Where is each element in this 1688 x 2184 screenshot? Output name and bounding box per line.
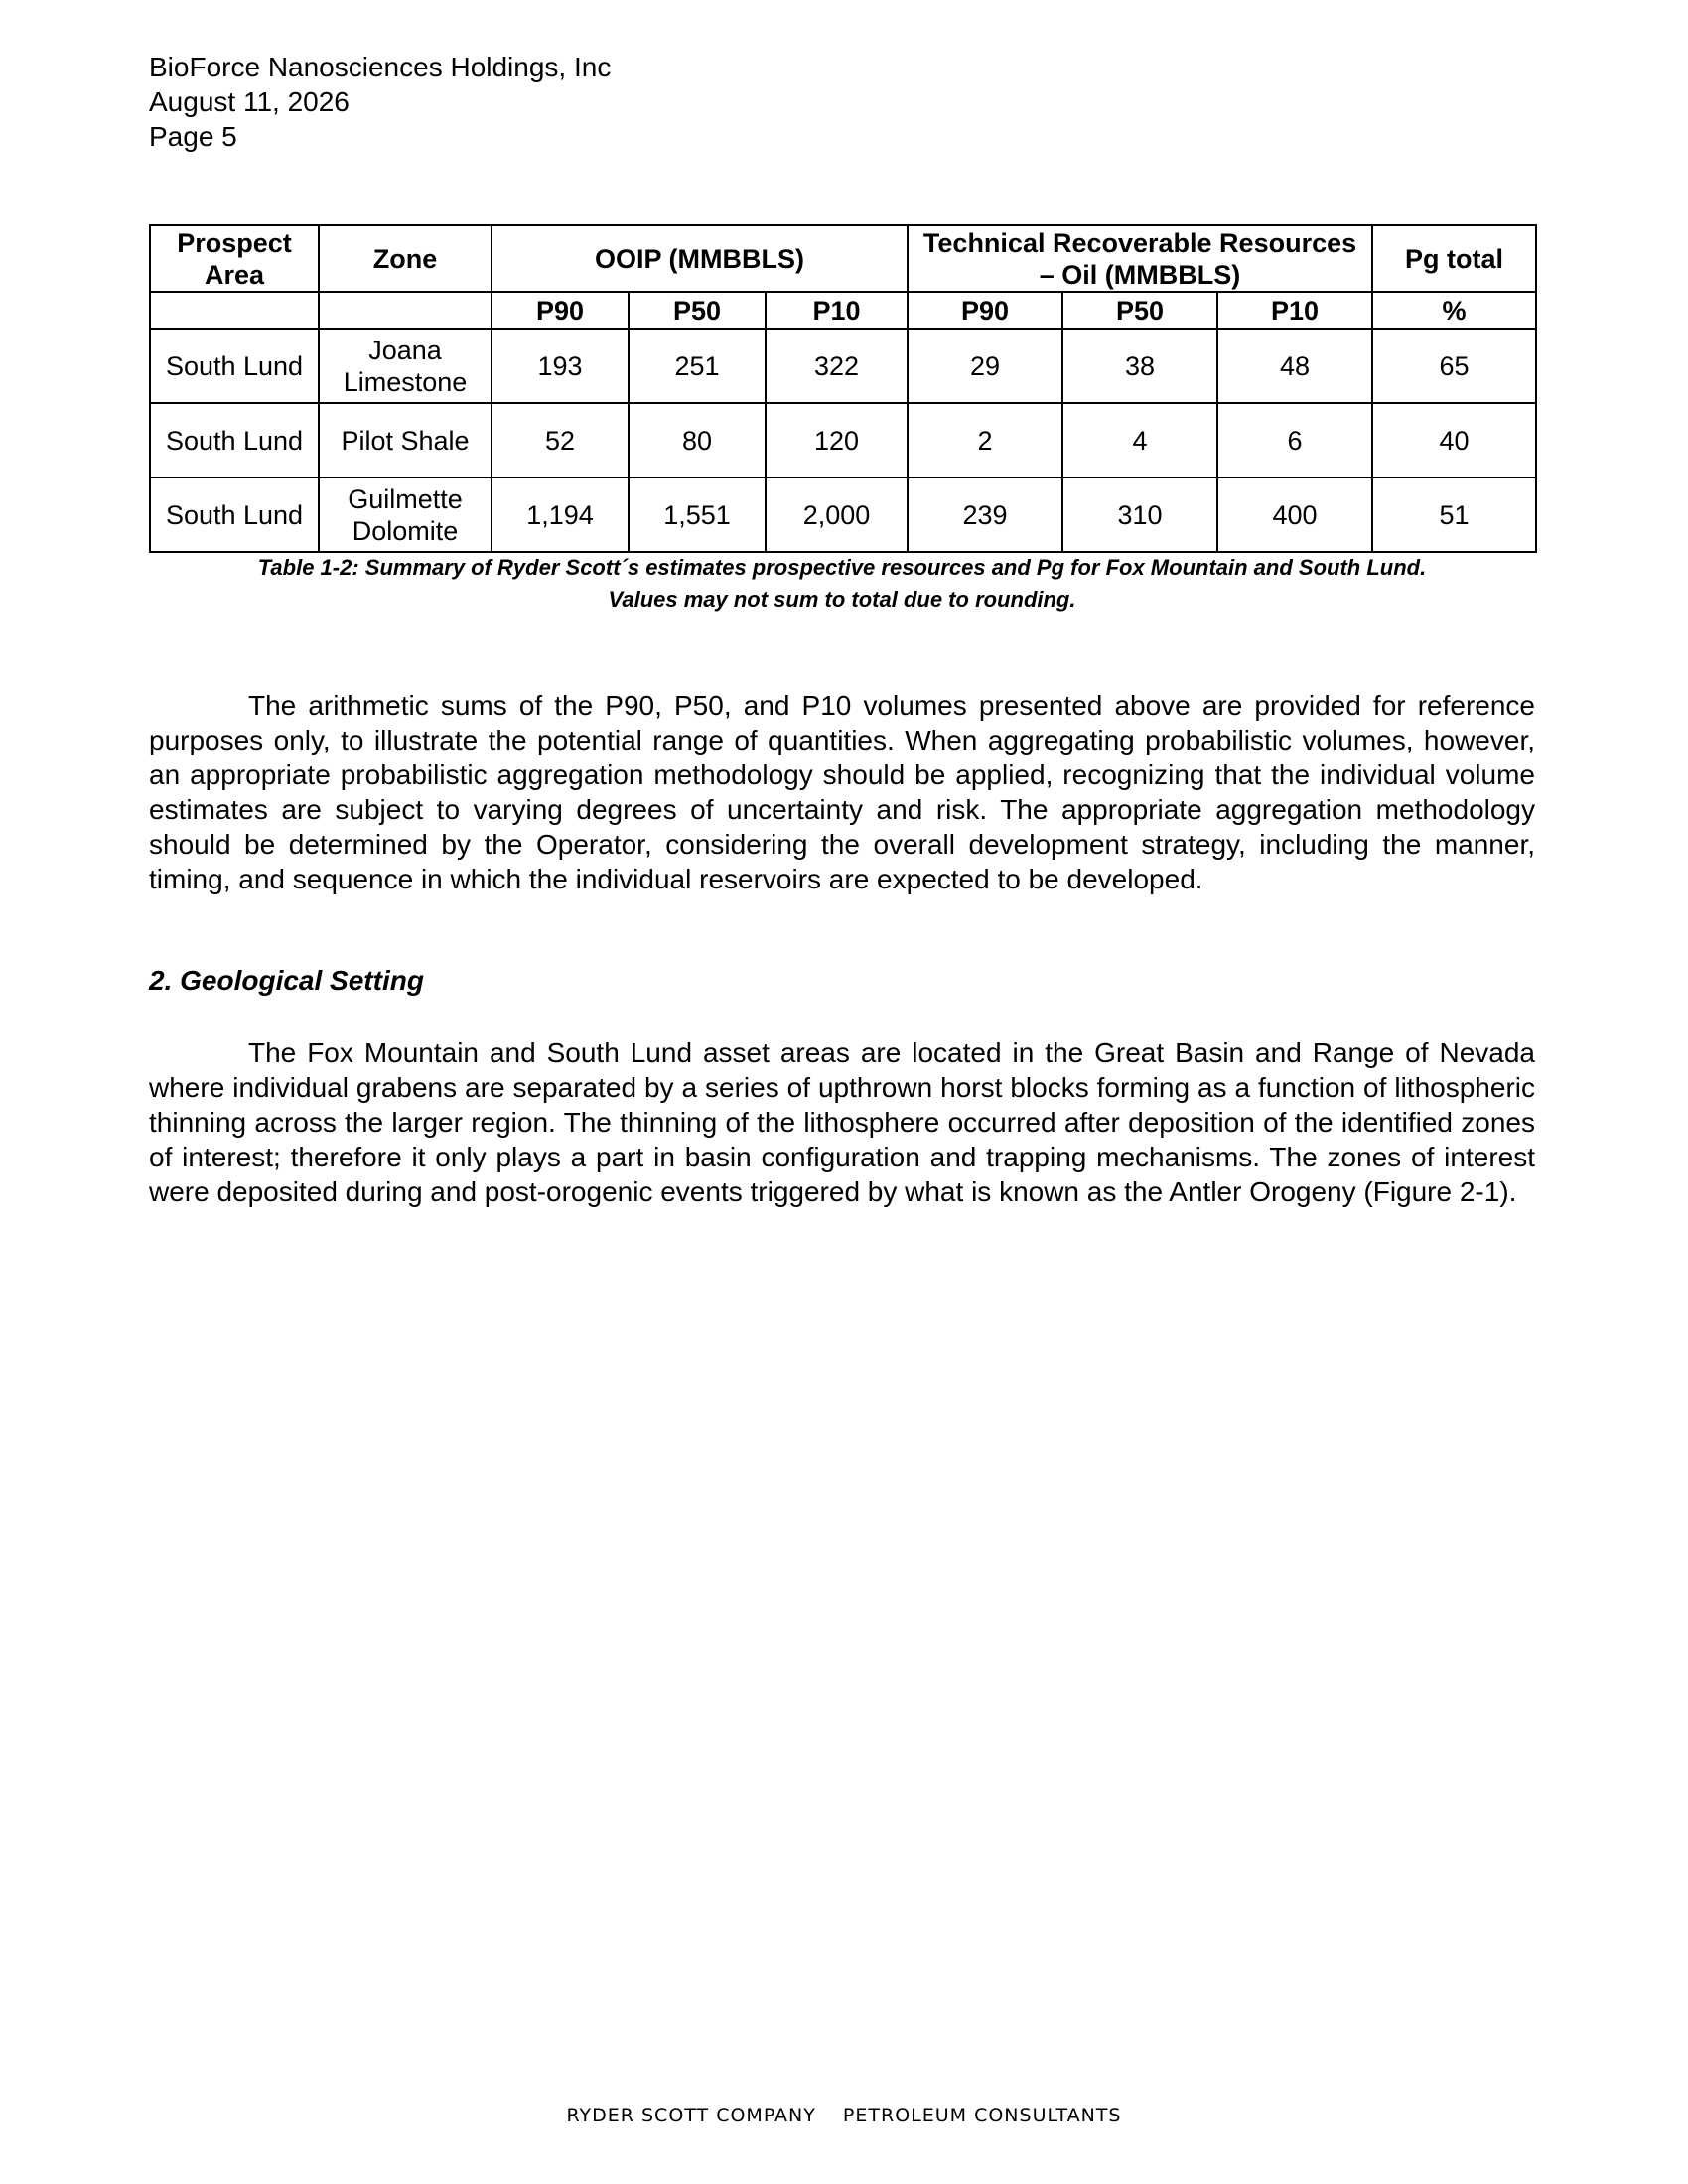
paragraph-geology: The Fox Mountain and South Lund asset areas are located in the Great Basin and Range of Nevada where individual grabens are separated by a series of upthrown horst blocks forming as a function of lithospheric thinning across the larger region. The thinning of the lithosphere occurred after deposition of the identified zones of interest; therefore it only plays a part in basin configuration and trapping mechanisms. The zones of interest were deposited during and post-orogenic events triggered by what is known as the Antler Orogeny (Figure 2-1). — [149, 1037, 1535, 1207]
cell-value: 6 — [1217, 403, 1372, 478]
table-caption — [149, 552, 1535, 615]
page-footer — [0, 2105, 1688, 2126]
footer-company: RYDER SCOTT COMPANY — [566, 2105, 816, 2126]
cell-value: 2,000 — [766, 478, 908, 552]
cell-value: 310 — [1062, 478, 1217, 552]
cell-area: South Lund — [150, 478, 319, 552]
cell-value: 1,194 — [492, 478, 629, 552]
subheader-blank — [150, 292, 319, 329]
letter-date: August 11, 2026 — [149, 86, 350, 117]
cell-value: 4 — [1062, 403, 1217, 478]
table-header-row — [150, 225, 1536, 292]
paragraph-aggregation: The arithmetic sums of the P90, P50, and P10 volumes presented above are provided for reference purposes only, to illustrate the potential range of quantities. When aggregating probabilistic volumes, however, an appropriate probabilistic aggregation methodology should be applied, recognizing that the individual volume estimates are subject to varying degrees of uncertainty and risk. The appropriate aggregation methodology should be determined by the Operator, considering the overall development strategy, including the manner, timing, and sequence in which the individual reservoirs are expected to be developed. — [149, 690, 1535, 894]
cell-value: 40 — [1372, 403, 1536, 478]
table-row — [150, 329, 1536, 403]
subheader-cell: P50 — [1062, 292, 1217, 329]
cell-value: 52 — [492, 403, 629, 478]
cell-value: 239 — [908, 478, 1062, 552]
cell-value: 120 — [766, 403, 908, 478]
header-pg-total: Pg total — [1372, 225, 1536, 292]
resources-table — [149, 224, 1537, 553]
cell-value: 2 — [908, 403, 1062, 478]
subheader-cell: P50 — [629, 292, 766, 329]
subheader-cell: P90 — [908, 292, 1062, 329]
caption-line-1: Table 1-2: Summary of Ryder Scott´s estimates prospective resources and Pg for Fox Mountain and South Lund. — [257, 555, 1427, 580]
cell-value: 1,551 — [629, 478, 766, 552]
cell-value: 193 — [492, 329, 629, 403]
cell-value: 38 — [1062, 329, 1217, 403]
company-name: BioForce Nanosciences Holdings, Inc — [149, 52, 612, 82]
cell-zone: Joana Limestone — [319, 329, 492, 403]
subheader-blank — [319, 292, 492, 329]
cell-value: 251 — [629, 329, 766, 403]
cell-value: 48 — [1217, 329, 1372, 403]
footer-consultants: PETROLEUM CONSULTANTS — [842, 2105, 1122, 2126]
header-zone: Zone — [319, 225, 492, 292]
cell-value: 400 — [1217, 478, 1372, 552]
subheader-cell: % — [1372, 292, 1536, 329]
subheader-cell: P90 — [492, 292, 629, 329]
table-row — [150, 478, 1536, 552]
cell-value: 51 — [1372, 478, 1536, 552]
cell-area: South Lund — [150, 329, 319, 403]
cell-value: 322 — [766, 329, 908, 403]
table-subheader-row — [150, 292, 1536, 329]
letter-header — [149, 50, 611, 154]
header-trr: Technical Recoverable Resources – Oil (MMBBLS) — [908, 225, 1372, 292]
header-ooip: OOIP (MMBBLS) — [492, 225, 908, 292]
table-row — [150, 403, 1536, 478]
cell-value: 29 — [908, 329, 1062, 403]
section-heading: 2. Geological Setting — [149, 965, 424, 996]
cell-area: South Lund — [150, 403, 319, 478]
cell-zone: Pilot Shale — [319, 403, 492, 478]
page-number: Page 5 — [149, 121, 237, 152]
cell-value: 80 — [629, 403, 766, 478]
cell-zone: Guilmette Dolomite — [319, 478, 492, 552]
header-prospect-area: Prospect Area — [150, 225, 319, 292]
subheader-cell: P10 — [766, 292, 908, 329]
subheader-cell: P10 — [1217, 292, 1372, 329]
caption-line-2: Values may not sum to total due to rounding. — [608, 587, 1076, 612]
cell-value: 65 — [1372, 329, 1536, 403]
